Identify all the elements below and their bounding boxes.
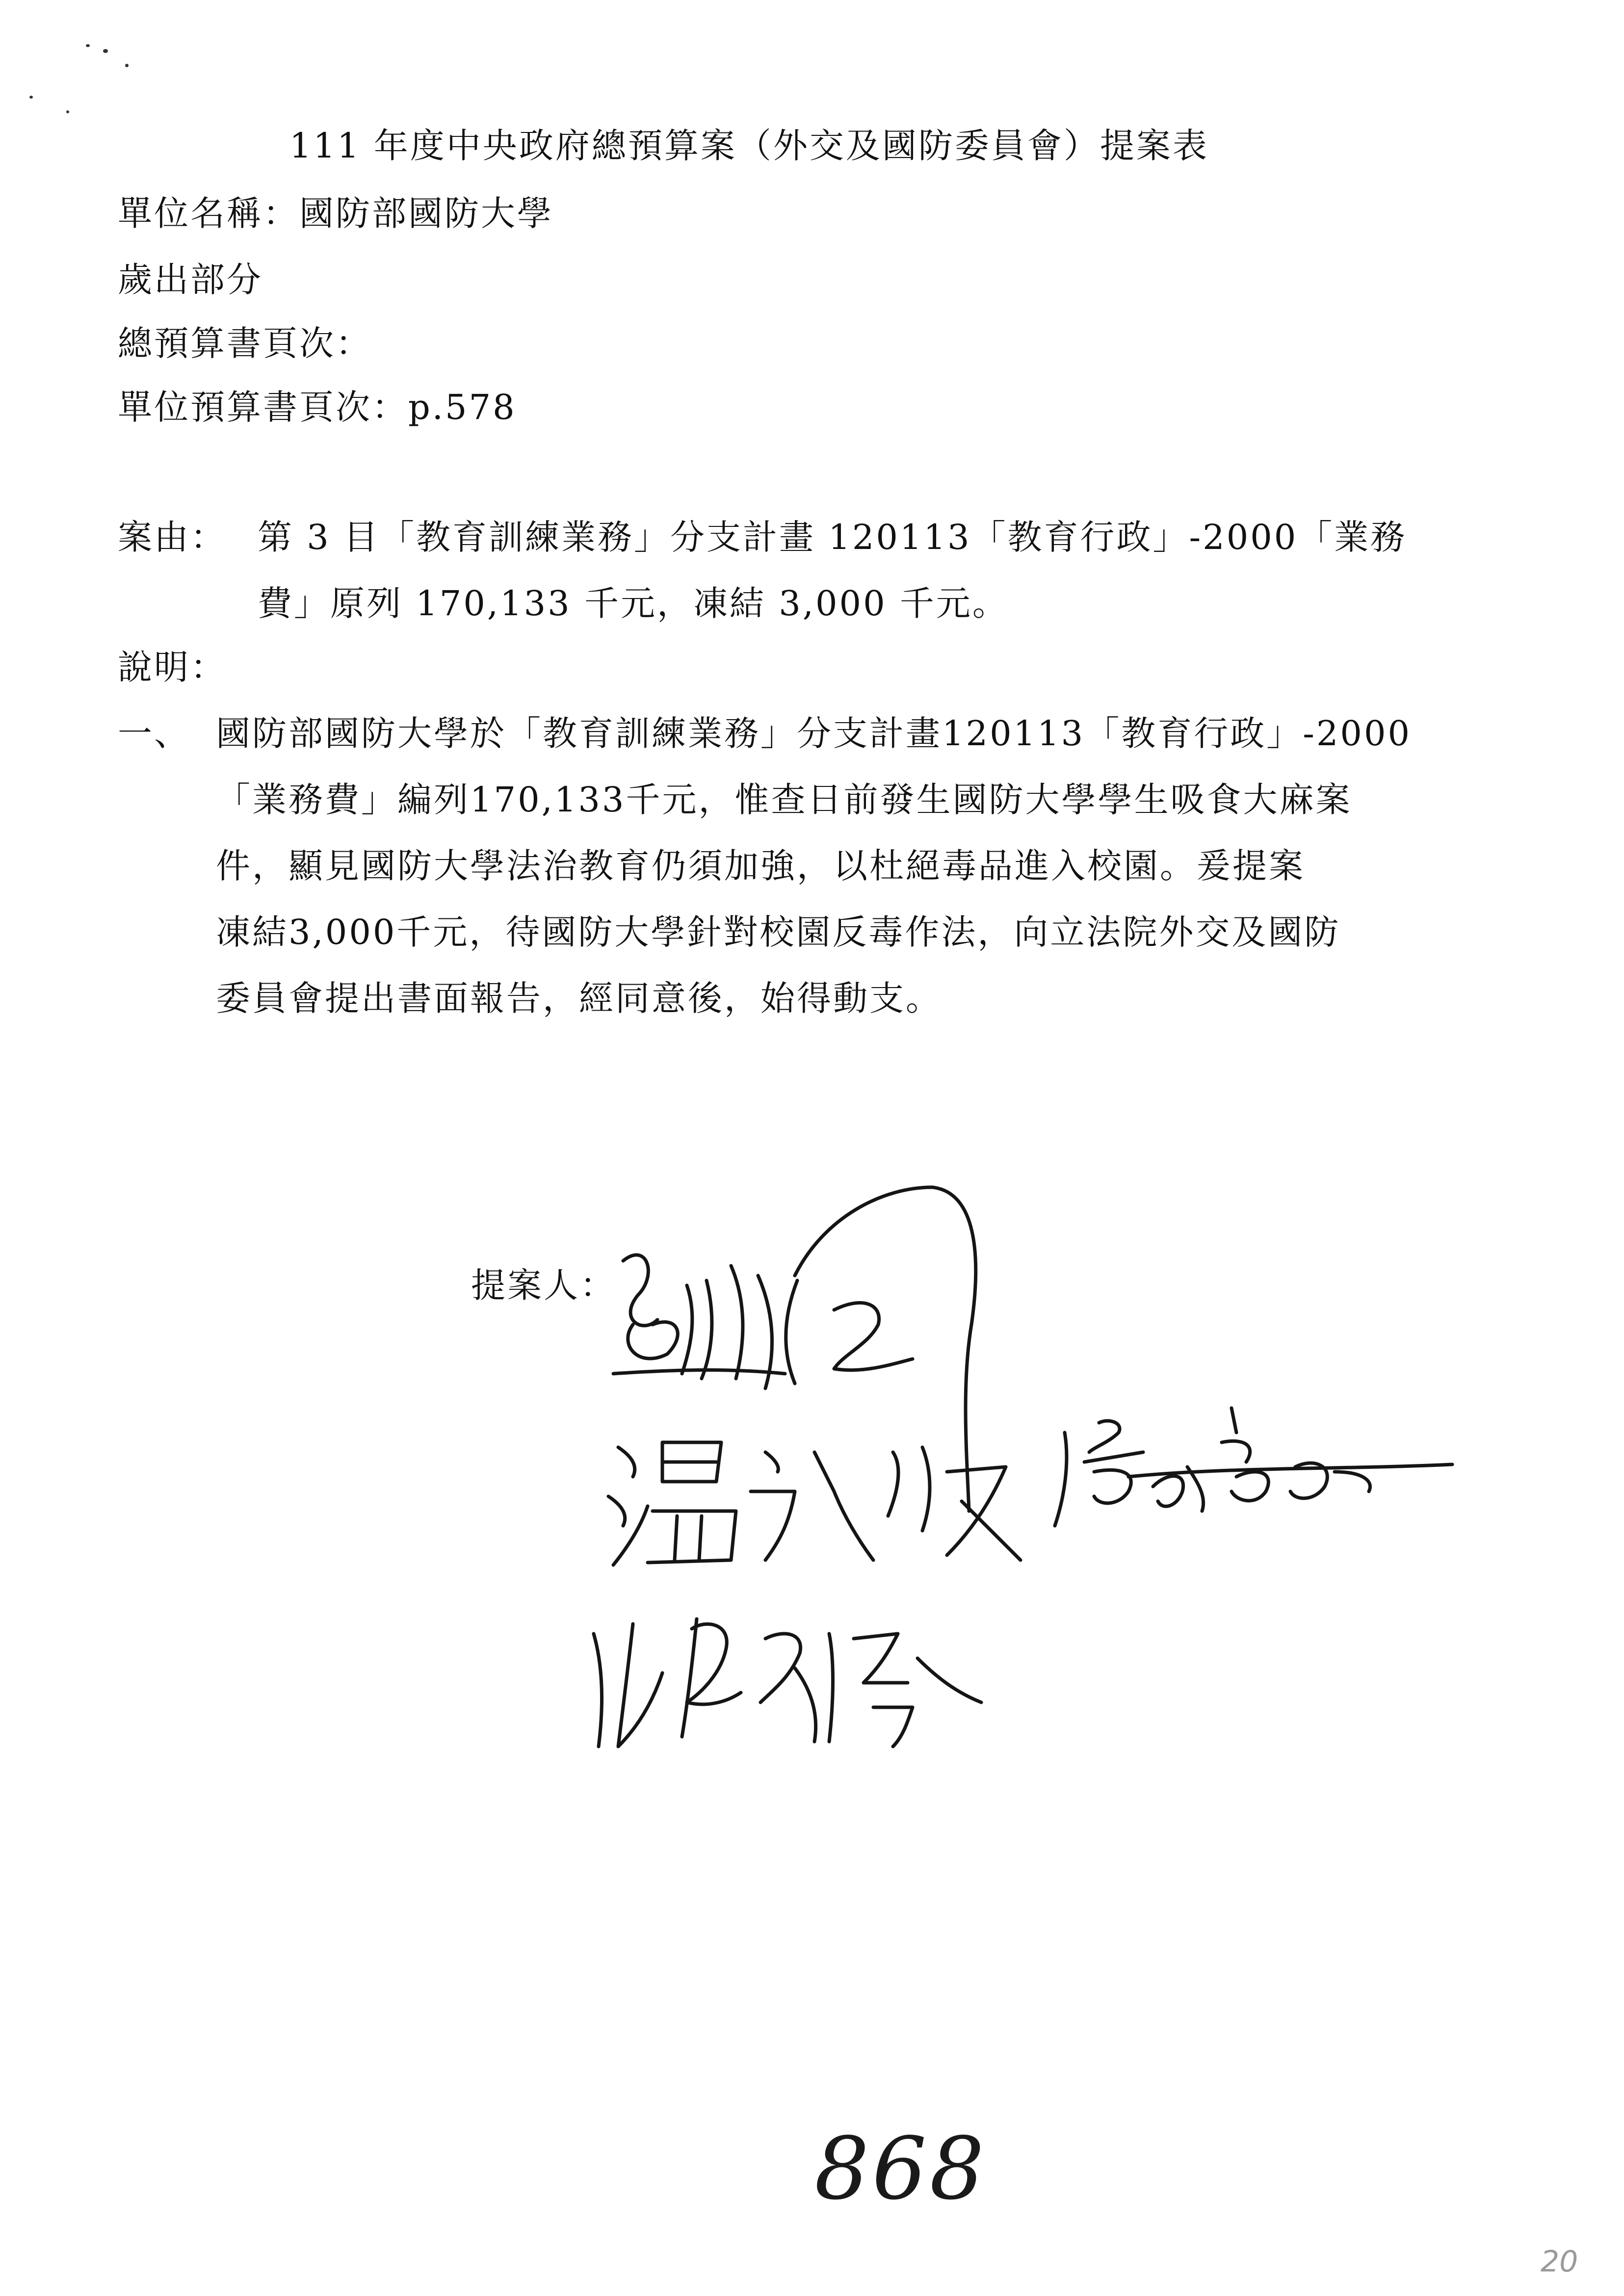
general-budget-page: 總預算書頁次： (118, 323, 372, 364)
explanation-label: 說明： (118, 647, 227, 687)
document-title: 111 年度中央政府總預算案（外交及國防委員會）提案表 (289, 126, 1209, 166)
item-number: 一、 (118, 713, 190, 754)
scan-speck (86, 44, 90, 47)
explanation-line-5: 委員會提出書面報告，經同意後，始得動支。 (216, 978, 942, 1018)
scan-speck (125, 64, 129, 67)
unit-budget-page: 單位預算書頁次：p.578 (118, 387, 517, 427)
scan-speck (29, 96, 33, 99)
signature-2 (608, 1442, 1021, 1565)
signature-3 (1055, 1408, 1452, 1526)
explanation-line-1: 國防部國防大學於「教育訓練業務」分支計畫120113「教育行政」-2000 (216, 713, 1412, 754)
case-text-line-1: 第 3 目「教育訓練業務」分支計畫 120113「教育行政」-2000「業務 (258, 517, 1407, 557)
scan-speck (66, 110, 69, 113)
explanation-line-4: 凍結3,000千元，待國防大學針對校園反毒作法，向立法院外交及國防 (216, 912, 1341, 952)
unit-name: 單位名稱：國防部國防大學 (118, 193, 553, 234)
explanation-line-2: 「業務費」編列170,133千元，惟查日前發生國防大學學生吸食大麻案 (216, 780, 1352, 820)
scan-speck (103, 49, 108, 53)
case-text-line-2: 費」原列 170,133 千元，凍結 3,000 千元。 (258, 583, 1009, 624)
signature-4 (594, 1619, 981, 1747)
explanation-line-3: 件，顯見國防大學法治教育仍須加強，以杜絕毒品進入校園。爰提案 (216, 846, 1305, 886)
page-number: 868 (814, 2119, 988, 2219)
proposer-label: 提案人： (471, 1265, 616, 1305)
budget-section: 歲出部分 (118, 260, 263, 300)
corner-mark: 20 (1541, 2244, 1578, 2279)
case-label: 案由： (118, 517, 227, 557)
